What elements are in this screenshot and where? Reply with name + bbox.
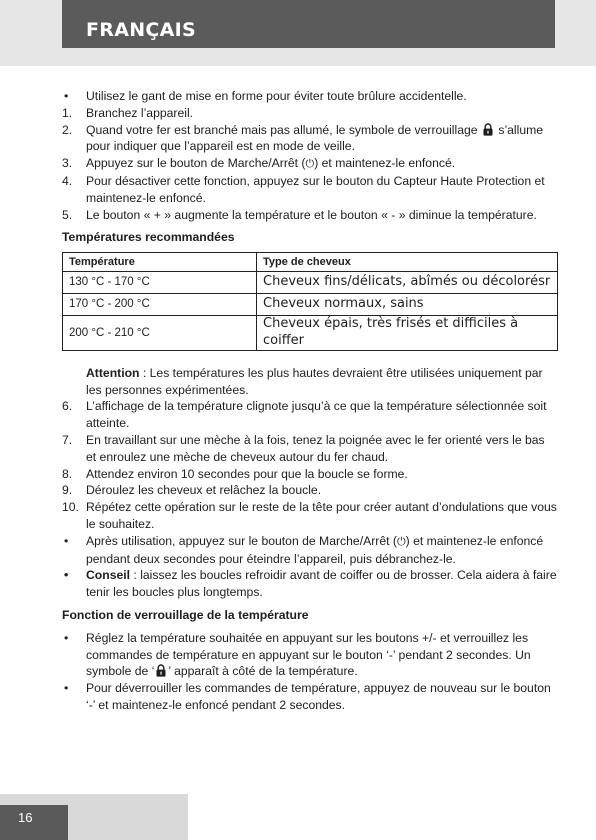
list-item (62, 398, 558, 432)
list-marker: 8. (62, 466, 73, 481)
list-marker: • (64, 533, 69, 548)
list-text: Le bouton « + » augmente la température et le bouton « - » diminue la température. (86, 207, 537, 222)
list-marker: 2. (62, 122, 73, 137)
list-text: ) et maintenez-le enfoncé. (314, 156, 456, 171)
list-text: Pour déverrouiller les commandes de température, appuyez de nouveau sur le bouton ‘-’ et maintenez-le enfoncé pendant 2 secondes. (86, 681, 551, 712)
table-header: Température (63, 253, 257, 272)
list-text: Utilisez le gant de mise en forme pour éviter toute brûlure accidentelle. (86, 89, 467, 103)
list-text: Quand votre fer est branché mais pas allumé, le symbole de verrouillage (86, 122, 478, 137)
page-number-box (0, 805, 68, 840)
list-marker: 10. (62, 500, 79, 515)
list-text: Réglez la température souhaitée en appuyant sur les boutons +/- et verrouillez les commandes de température en appuyant sur le bouton ‘-’ pendant 2 secondes. Un symbole de ‘ (86, 630, 531, 679)
table-cell: 200 °C - 210 °C (63, 316, 257, 351)
table-row (63, 272, 558, 294)
table-row (63, 294, 558, 316)
list-text: Pour désactiver cette fonction, appuyez sur le bouton du Capteur Haute Protection et maintenez-le enfoncé. (86, 173, 545, 205)
list-item (62, 122, 558, 156)
list-marker: 9. (62, 483, 73, 498)
list-item (62, 680, 558, 714)
list-item (62, 88, 558, 105)
list-item (62, 466, 558, 483)
list-item (62, 630, 558, 680)
power-icon: ⏻ (396, 535, 406, 548)
page-content (62, 88, 558, 714)
section-heading: Températures recommandées (62, 230, 235, 245)
list-text: : laissez les boucles refroidir avant de coiffer ou de brosser. Cela aidera à faire tenir les boucles plus longtemps. (86, 568, 557, 600)
tip-label: Conseil (86, 568, 131, 583)
lock-icon (156, 664, 166, 677)
list-marker: • (64, 681, 69, 696)
list-text: ) et maintenez-le enfoncé pendant deux secondes pour éteindre l’appareil, puis débranchez-le. (86, 533, 544, 566)
list-marker: • (64, 568, 69, 583)
list-text: Attendez environ 10 secondes pour que la boucle se forme. (86, 466, 408, 481)
list-item (62, 155, 558, 173)
list-text: Branchez l’appareil. (86, 105, 194, 120)
table-cell: 130 °C - 170 °C (63, 272, 257, 294)
list-item (62, 482, 558, 499)
table-row (63, 316, 558, 351)
attention-text: : Les températures les plus hautes devraient être utilisées uniquement par les personnes expérimentées. (86, 365, 543, 397)
list-text: Répétez cette opération sur le reste de la tête pour créer autant d’ondulations que vous le souhaitez. (86, 500, 557, 531)
list-item (62, 432, 558, 466)
attention-label: Attention (86, 365, 140, 380)
list-text: s’allume pour indiquer que l’appareil est en mode de veille. (86, 122, 544, 154)
list-text: Après utilisation, appuyez sur le bouton de Marche/Arrêt ( (86, 533, 397, 548)
list-marker: 6. (62, 399, 73, 414)
list-text: Appuyez sur le bouton de Marche/Arrêt ( (86, 156, 306, 171)
list-marker: 3. (62, 156, 73, 171)
attention-note (62, 365, 558, 399)
list-text: ’ apparaît à côté de la température. (168, 664, 358, 679)
page-number: 16 (18, 810, 33, 825)
table-header: Type de cheveux (257, 253, 558, 272)
list-item (62, 173, 558, 207)
temperature-table (62, 252, 558, 351)
list-text: Déroulez les cheveux et relâchez la boucle. (86, 483, 322, 498)
table-cell: Cheveux fins/délicats, abîmés ou décolorésr (257, 272, 558, 294)
section-heading: Fonction de verrouillage de la température (62, 607, 309, 622)
list-marker: 4. (62, 173, 73, 188)
list-text: L’affichage de la température clignote jusqu’à ce que la température sélectionnée soit atteinte. (86, 399, 547, 431)
list-marker: • (64, 89, 69, 103)
power-icon: ⏻ (305, 158, 315, 171)
list-marker: 7. (62, 432, 73, 447)
list-text: En travaillant sur une mèche à la fois, tenez la poignée avec le fer orienté vers le bas et enroulez une mèche de cheveux autour du fer chaud. (86, 432, 545, 464)
list-item (62, 105, 558, 122)
table-cell: 170 °C - 200 °C (63, 294, 257, 316)
table-cell: Cheveux épais, très frisés et difficiles à coiffer (257, 316, 558, 351)
language-title: FRANÇAIS (86, 19, 197, 41)
list-marker: • (64, 630, 69, 645)
list-item (62, 207, 558, 224)
list-marker: 5. (62, 207, 73, 222)
table-header-row (63, 253, 558, 272)
list-marker: 1. (62, 105, 73, 120)
table-cell: Cheveux normaux, sains (257, 294, 558, 316)
list-item (62, 567, 558, 601)
list-item (62, 533, 558, 568)
list-item (62, 499, 558, 533)
lock-icon (483, 123, 493, 136)
